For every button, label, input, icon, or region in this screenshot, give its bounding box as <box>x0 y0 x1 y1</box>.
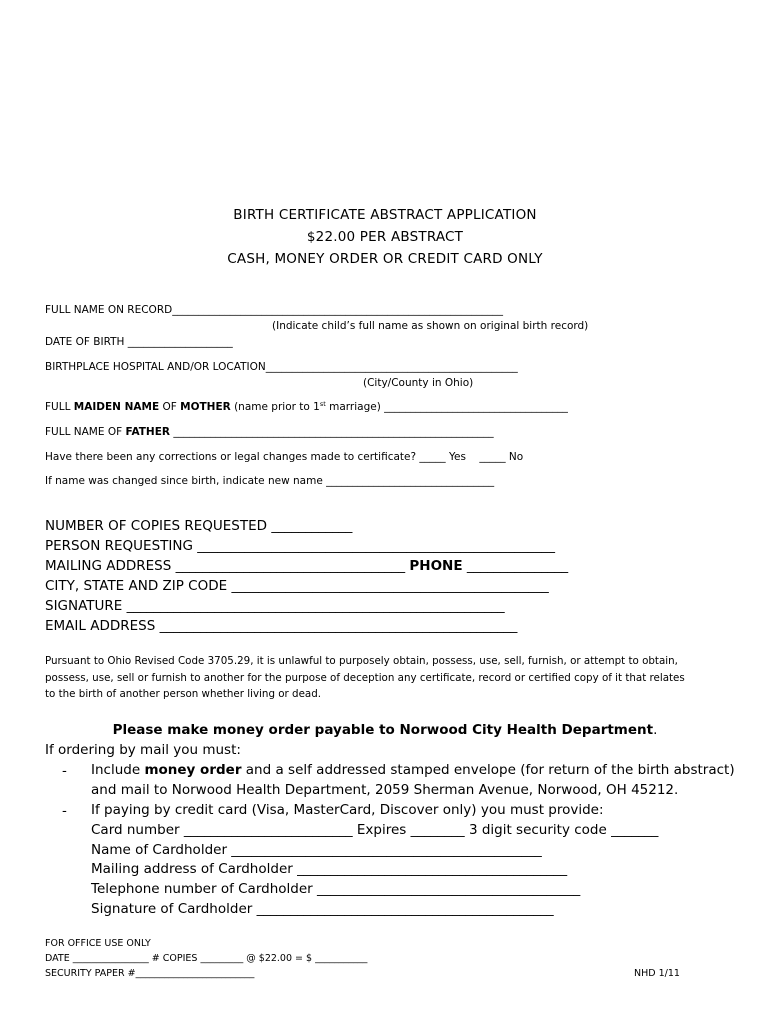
cardholder-name-blank[interactable]: ______________________________________________ <box>231 842 542 858</box>
email-address-field <box>45 619 517 635</box>
mailing-address-label: MAILING ADDRESS <box>45 558 172 574</box>
mother-label-full: FULL <box>45 401 71 413</box>
signature-blank[interactable]: ________________________________________________________ <box>126 598 505 614</box>
instruction-item-1 <box>91 763 735 779</box>
copies-requested-blank[interactable]: ____________ <box>271 518 353 534</box>
cardholder-signature-label: Signature of Cardholder <box>91 901 253 917</box>
date-of-birth-field <box>45 336 233 348</box>
no-blank[interactable]: _____ <box>479 451 506 463</box>
yes-blank[interactable]: _____ <box>419 451 446 463</box>
city-state-zip-label: CITY, STATE AND ZIP CODE <box>45 578 228 594</box>
item-1-text-end: and a self addressed stamped envelope (for return of the birth abstract) <box>245 762 735 778</box>
office-date-blank[interactable]: ________________ <box>72 953 149 964</box>
legal-notice-line-2: possess, use, sell or furnish to another for the purpose of deception any certificate, record or certified copy of it that relates <box>45 671 685 684</box>
payable-notice-period: . <box>653 722 658 738</box>
office-price: @ $22.00 = $ <box>246 953 313 964</box>
cardholder-phone-blank[interactable]: _______________________________________ <box>317 881 581 897</box>
yes-label: Yes <box>449 451 466 463</box>
office-date-label: DATE <box>45 953 70 964</box>
cardholder-name-field <box>91 843 542 859</box>
card-number-label: Card number <box>91 822 180 838</box>
mailing-address-field <box>45 559 568 575</box>
office-security-paper-field <box>45 969 254 980</box>
person-requesting-label: PERSON REQUESTING <box>45 538 193 554</box>
city-state-zip-field <box>45 579 549 595</box>
corrections-label: Have there been any corrections or legal changes made to certificate? <box>45 451 417 463</box>
name-changed-label: If name was changed since birth, indicate new name <box>45 475 323 487</box>
father-name-field <box>45 426 494 438</box>
office-copies-label: # COPIES <box>151 953 198 964</box>
mother-note-superscript: st <box>319 400 326 408</box>
full-name-field <box>45 304 503 316</box>
date-of-birth-label: DATE OF BIRTH <box>45 336 125 348</box>
legal-notice-line-3: to the birth of another person whether living or dead. <box>45 688 322 700</box>
signature-label: SIGNATURE <box>45 598 123 614</box>
form-id: NHD 1/11 <box>634 968 680 979</box>
no-label: No <box>508 451 524 463</box>
form-price: $22.00 PER ABSTRACT <box>306 229 464 245</box>
instruction-item-2: If paying by credit card (Visa, MasterCard, Discover only) you must provide: <box>91 802 604 818</box>
email-address-blank[interactable]: _____________________________________________________ <box>159 618 518 634</box>
person-requesting-field <box>45 539 555 555</box>
signature-field <box>45 599 505 615</box>
corrections-question <box>45 451 523 463</box>
cardholder-mailing-field <box>91 862 567 878</box>
mailing-address-blank[interactable]: __________________________________ <box>175 558 406 574</box>
security-paper-blank[interactable]: _________________________ <box>135 968 255 979</box>
mother-label-mother: MOTHER <box>180 401 231 413</box>
name-changed-blank[interactable]: ________________________________ <box>326 475 495 487</box>
card-number-blank[interactable]: _________________________ <box>183 822 353 838</box>
form-payment-methods: CASH, MONEY ORDER OR CREDIT CARD ONLY <box>227 251 543 267</box>
instruction-item-1-line-2: and mail to Norwood Health Department, 2059 Sherman Avenue, Norwood, OH 45212. <box>91 782 679 798</box>
birthplace-hint: (City/County in Ohio) <box>363 377 474 389</box>
birthplace-blank[interactable]: ________________________________________________ <box>265 361 518 373</box>
full-name-blank[interactable]: _______________________________________________________________ <box>172 304 503 316</box>
father-label: FULL NAME OF <box>45 426 123 438</box>
card-number-field <box>91 823 658 839</box>
item-1-money-order: money order <box>144 762 242 778</box>
birthplace-label: BIRTHPLACE HOSPITAL AND/OR LOCATION <box>45 361 266 373</box>
name-changed-field <box>45 475 494 487</box>
mother-maiden-name-field <box>45 401 568 413</box>
copies-requested-field <box>45 519 352 535</box>
city-state-zip-blank[interactable]: _______________________________________________ <box>231 578 549 594</box>
mother-label-of: OF <box>162 401 177 413</box>
security-code-label: 3 digit security code <box>468 822 607 838</box>
bullet-2: - <box>62 803 67 819</box>
person-requesting-blank[interactable]: _____________________________________________________ <box>197 538 555 554</box>
office-use-heading: FOR OFFICE USE ONLY <box>45 938 151 949</box>
mother-label-maiden: MAIDEN NAME <box>73 401 160 413</box>
mail-intro: If ordering by mail you must: <box>45 742 241 758</box>
phone-label: PHONE <box>409 558 463 574</box>
security-code-blank[interactable]: _______ <box>611 822 659 838</box>
office-copies-blank[interactable]: _________ <box>200 953 244 964</box>
birthplace-field <box>45 361 518 373</box>
form-title: BIRTH CERTIFICATE ABSTRACT APPLICATION <box>233 207 537 223</box>
father-label-bold: FATHER <box>125 426 170 438</box>
father-name-blank[interactable]: _____________________________________________________________ <box>173 426 494 438</box>
full-name-hint: (Indicate child’s full name as shown on original birth record) <box>272 320 589 332</box>
cardholder-name-label: Name of Cardholder <box>91 842 227 858</box>
cardholder-phone-label: Telephone number of Cardholder <box>91 881 313 897</box>
office-total-blank[interactable]: ___________ <box>315 953 368 964</box>
cardholder-mailing-label: Mailing address of Cardholder <box>91 861 293 877</box>
office-date-copies-field <box>45 954 367 965</box>
payable-notice <box>0 723 770 739</box>
phone-blank[interactable]: _______________ <box>466 558 569 574</box>
mother-note-end: marriage) <box>329 401 381 413</box>
mother-name-blank[interactable]: ___________________________________ <box>384 401 568 413</box>
security-paper-label: SECURITY PAPER # <box>45 968 136 979</box>
cardholder-signature-field <box>91 902 554 918</box>
legal-notice <box>45 653 735 703</box>
date-of-birth-blank[interactable]: ____________________ <box>127 336 233 348</box>
cardholder-signature-blank[interactable]: ____________________________________________ <box>256 901 554 917</box>
legal-notice-line-1: Pursuant to Ohio Revised Code 3705.29, it is unlawful to purposely obtain, possess, use, sell, furnish, or attempt to obtain, <box>45 655 678 667</box>
full-name-label: FULL NAME ON RECORD <box>45 304 173 316</box>
item-1-text-start: Include <box>91 762 141 778</box>
mother-note: (name prior to 1 <box>234 401 320 413</box>
bullet-1: - <box>62 763 67 779</box>
cardholder-mailing-blank[interactable]: ________________________________________ <box>297 861 568 877</box>
expires-blank[interactable]: ________ <box>410 822 465 838</box>
payable-notice-text: Please make money order payable to Norwood City Health Department <box>112 722 654 738</box>
expires-label: Expires <box>356 822 407 838</box>
copies-requested-label: NUMBER OF COPIES REQUESTED <box>45 518 268 534</box>
cardholder-phone-field <box>91 882 580 898</box>
email-address-label: EMAIL ADDRESS <box>45 618 156 634</box>
